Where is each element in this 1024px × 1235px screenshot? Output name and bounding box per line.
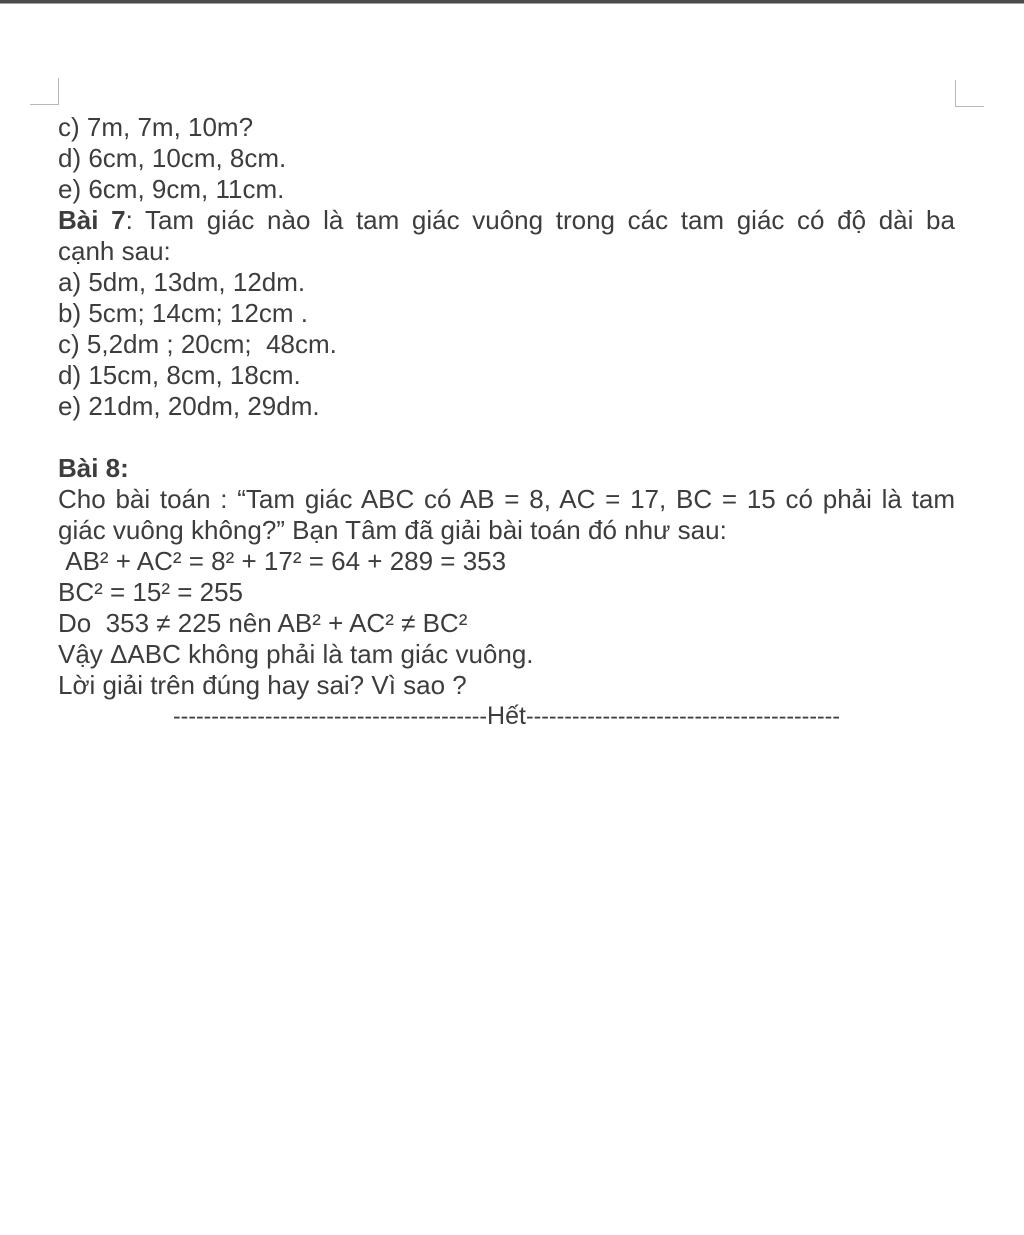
bai8-equation-1: AB² + AC² = 8² + 17² = 64 + 289 = 353 bbox=[58, 546, 507, 576]
bai7-item-a: a) 5dm, 13dm, 12dm. bbox=[58, 267, 306, 297]
end-marker-label: Hết bbox=[487, 702, 526, 730]
bai7-heading-line bbox=[58, 205, 955, 236]
margin-corner-mark-right bbox=[955, 80, 984, 107]
document-body bbox=[58, 112, 955, 732]
bai7-heading-rest: : Tam giác nào là tam giác vuông trong các tam giác có độ dài ba bbox=[125, 205, 955, 235]
margin-corner-mark-left bbox=[30, 78, 59, 105]
bai7-item-c: c) 5,2dm ; 20cm; 48cm. bbox=[58, 329, 337, 359]
bai8-label: Bài 8: bbox=[58, 453, 129, 483]
list-item-e: e) 6cm, 9cm, 11cm. bbox=[58, 174, 285, 204]
end-marker-dashes-left: ----------------------------------------- bbox=[173, 703, 488, 729]
bai7-item-b: b) 5cm; 14cm; 12cm . bbox=[58, 298, 308, 328]
end-marker-line bbox=[58, 701, 955, 732]
list-item-d: d) 6cm, 10cm, 8cm. bbox=[58, 143, 287, 173]
bai8-equation-3: Do 353 ≠ 225 nên AB² + AC² ≠ BC² bbox=[58, 608, 468, 638]
bai7-item-d: d) 15cm, 8cm, 18cm. bbox=[58, 360, 301, 390]
list-item-c: c) 7m, 7m, 10m? bbox=[58, 112, 254, 142]
bai8-statement-line2: giác vuông không?” Bạn Tâm đã giải bài toán đó như sau: bbox=[58, 515, 727, 545]
bai8-statement-line1: Cho bài toán : “Tam giác ABC có AB = 8, AC = 17, BC = 15 có phải là tam bbox=[58, 484, 955, 514]
bai8-question: Lời giải trên đúng hay sai? Vì sao ? bbox=[58, 670, 467, 700]
bai7-item-e: e) 21dm, 20dm, 29dm. bbox=[58, 391, 320, 421]
paragraph-gap bbox=[58, 422, 955, 453]
bai8-equation-2: BC² = 15² = 255 bbox=[58, 577, 243, 607]
end-marker-dashes-right: ----------------------------------------- bbox=[525, 703, 840, 729]
bai8-conclusion: Vậy ΔABC không phải là tam giác vuông. bbox=[58, 639, 534, 669]
bai7-heading-line2: cạnh sau: bbox=[58, 236, 171, 266]
top-bar bbox=[0, 0, 1024, 4]
bai7-label: Bài 7 bbox=[58, 205, 126, 235]
